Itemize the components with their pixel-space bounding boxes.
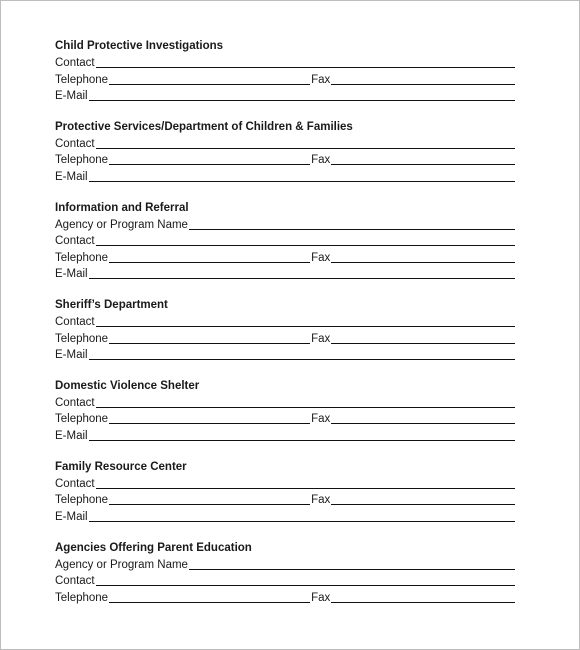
section-heading: Child Protective Investigations [55, 40, 224, 52]
telephone-label: Telephone [55, 332, 109, 345]
email-field[interactable] [89, 181, 515, 182]
contact-form [55, 38, 515, 605]
contact-label: Contact [55, 478, 95, 491]
section-heading: Family Resource Center [55, 460, 187, 473]
fax-field[interactable] [331, 343, 515, 344]
agency-label: Agency or Program Name [55, 219, 188, 232]
fax-field[interactable] [331, 262, 515, 263]
email-field[interactable] [89, 359, 515, 360]
section-domestic-violence-shelter [55, 378, 515, 443]
contact-label: Contact [55, 397, 95, 410]
telephone-field[interactable] [109, 504, 310, 505]
section-heading: Information and Referral [55, 201, 189, 214]
agency-field[interactable] [189, 569, 515, 570]
telephone-label: Telephone [55, 73, 109, 86]
section-protective-services [55, 119, 515, 184]
agency-row [55, 216, 515, 232]
email-row [55, 507, 515, 523]
telephone-field[interactable] [109, 84, 310, 85]
contact-row [55, 232, 515, 248]
fax-field[interactable] [331, 84, 515, 85]
contact-field[interactable] [96, 407, 515, 408]
contact-field[interactable] [96, 148, 515, 149]
contact-label: Contact [55, 57, 95, 70]
section-information-and-referral [55, 200, 515, 281]
telephone-row [55, 70, 515, 86]
contact-row [55, 54, 515, 70]
section-family-resource-center [55, 459, 515, 524]
contact-field[interactable] [96, 67, 515, 68]
fax-field[interactable] [331, 504, 515, 505]
telephone-label: Telephone [55, 413, 109, 426]
telephone-row [55, 151, 515, 167]
fax-field[interactable] [331, 164, 515, 165]
telephone-field[interactable] [109, 164, 310, 165]
contact-row [55, 135, 515, 151]
section-heading: Agencies Offering Parent Education [55, 541, 252, 554]
telephone-row [55, 491, 515, 507]
section-heading: Protective Services/Department of Children & Families [55, 120, 353, 133]
telephone-row [55, 248, 515, 264]
fax-label: Fax [311, 591, 331, 604]
agency-row [55, 556, 515, 572]
fax-label: Fax [311, 332, 331, 345]
contact-field[interactable] [96, 488, 515, 489]
contact-label: Contact [55, 235, 95, 248]
contact-row [55, 394, 515, 410]
email-field[interactable] [89, 440, 515, 441]
email-field[interactable] [89, 521, 515, 522]
section-sheriffs-department [55, 297, 515, 362]
telephone-field[interactable] [109, 262, 310, 263]
email-row [55, 265, 515, 281]
telephone-row [55, 410, 515, 426]
contact-row [55, 313, 515, 329]
contact-label: Contact [55, 138, 95, 151]
email-label: E-Mail [55, 510, 88, 523]
email-label: E-Mail [55, 170, 88, 183]
contact-row [55, 475, 515, 491]
fax-label: Fax [311, 251, 331, 264]
telephone-row [55, 329, 515, 345]
telephone-label: Telephone [55, 251, 109, 264]
email-row [55, 346, 515, 362]
section-heading: Domestic Violence Shelter [55, 379, 200, 392]
section-child-protective-investigations [55, 38, 515, 103]
contact-row [55, 572, 515, 588]
email-label: E-Mail [55, 267, 88, 280]
email-row [55, 426, 515, 442]
email-row [55, 87, 515, 103]
contact-label: Contact [55, 316, 95, 329]
fax-label: Fax [311, 413, 331, 426]
email-label: E-Mail [55, 348, 88, 361]
fax-field[interactable] [331, 602, 515, 603]
agency-field[interactable] [189, 229, 515, 230]
telephone-row [55, 588, 515, 604]
email-field[interactable] [89, 278, 515, 279]
contact-field[interactable] [96, 585, 515, 586]
telephone-field[interactable] [109, 423, 310, 424]
section-agencies-offering-parent-education [55, 540, 515, 605]
email-row [55, 167, 515, 183]
email-field[interactable] [89, 100, 515, 101]
agency-label: Agency or Program Name [55, 558, 188, 571]
email-label: E-Mail [55, 89, 88, 102]
contact-field[interactable] [96, 326, 515, 327]
fax-label: Fax [311, 154, 331, 167]
contact-label: Contact [55, 575, 95, 588]
telephone-field[interactable] [109, 602, 310, 603]
fax-label: Fax [311, 73, 331, 86]
contact-field[interactable] [96, 245, 515, 246]
telephone-label: Telephone [55, 591, 109, 604]
fax-field[interactable] [331, 423, 515, 424]
telephone-field[interactable] [109, 343, 310, 344]
telephone-label: Telephone [55, 494, 109, 507]
email-label: E-Mail [55, 429, 88, 442]
fax-label: Fax [311, 494, 331, 507]
section-heading: Sheriff’s Department [55, 298, 168, 311]
telephone-label: Telephone [55, 154, 109, 167]
